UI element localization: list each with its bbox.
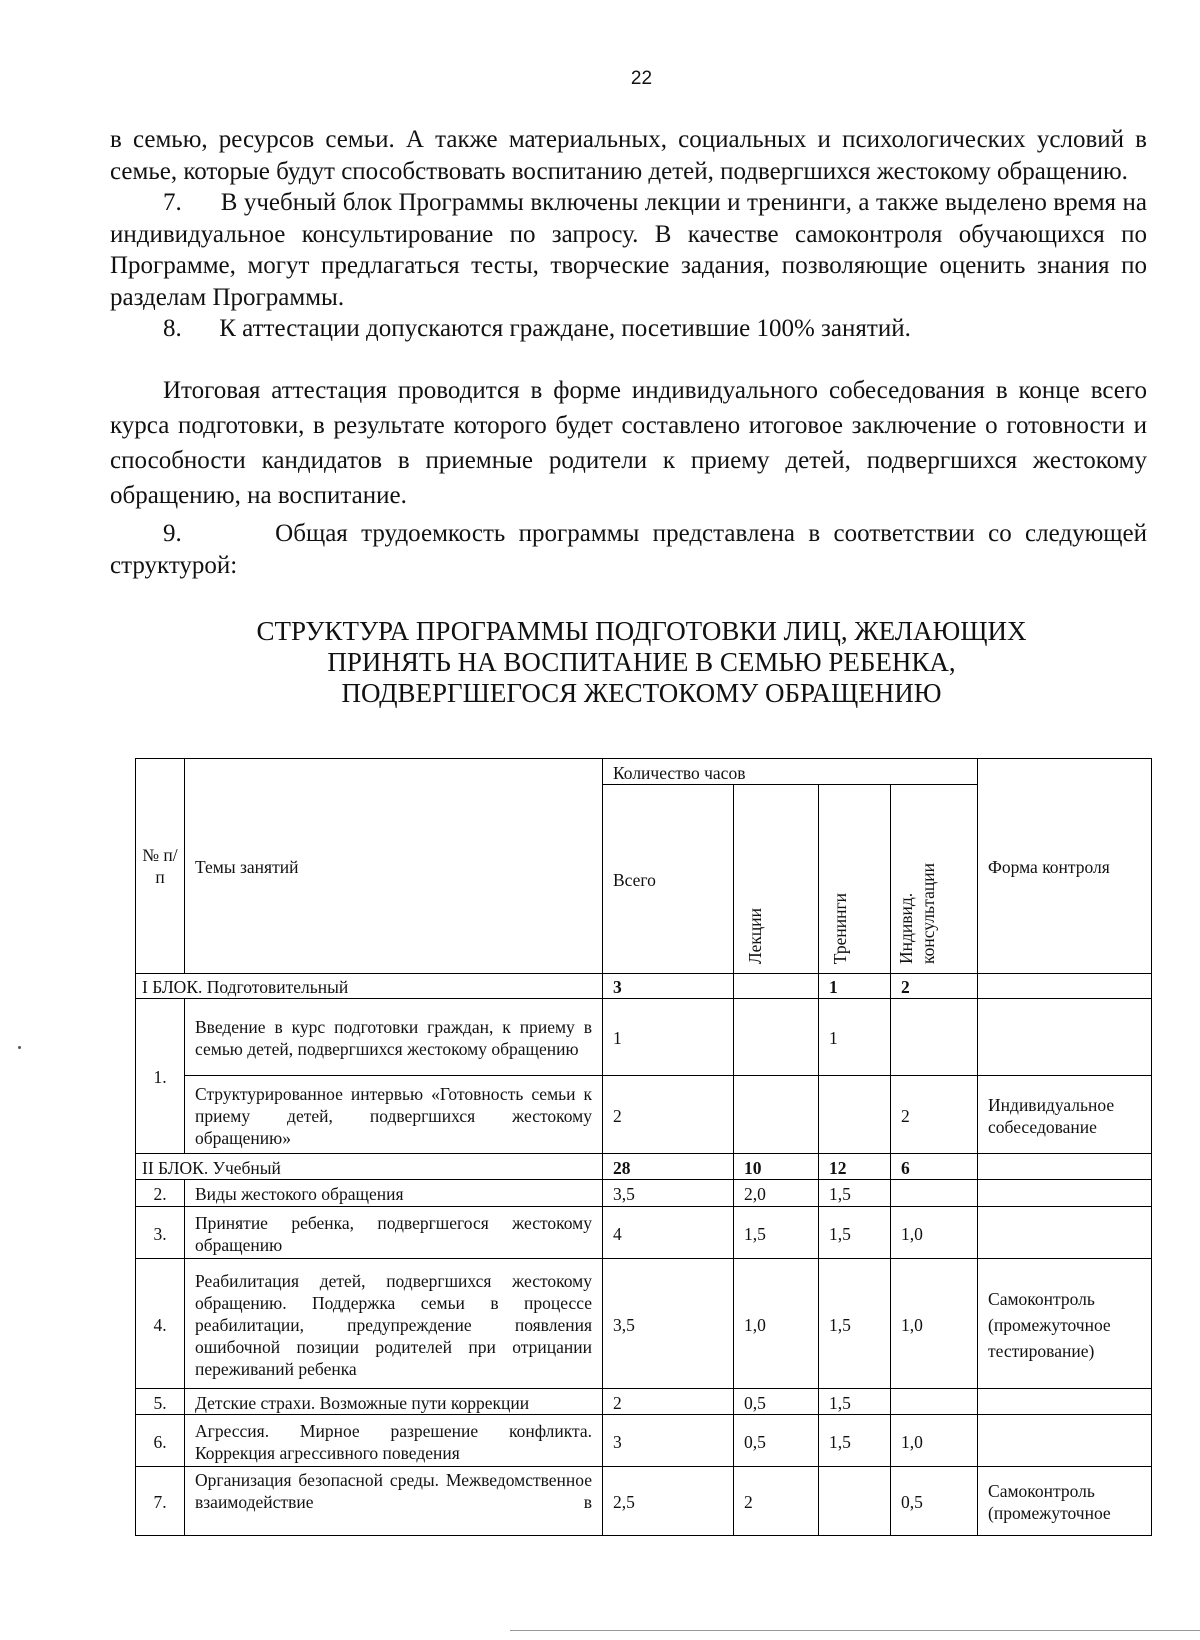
row-4-total: 3,5 <box>603 1259 734 1389</box>
row-4-topic: Реабилитация детей, подвергшихся жестокому обращению. Поддержка семьи в процессе реабилитации, предупреждение появления ошибочной позиции родителей при отрицании переживаний ребенка <box>185 1259 603 1389</box>
block-1-title: I БЛОК. Подготовительный <box>136 974 603 999</box>
row-1b-trainings <box>819 1076 891 1154</box>
table-row <box>136 1467 1152 1536</box>
header-num: № п/п <box>136 759 185 974</box>
row-3-num: 3. <box>136 1207 185 1259</box>
row-2-trainings: 1,5 <box>819 1180 891 1207</box>
row-3-lectures: 1,5 <box>734 1207 819 1259</box>
row-1b-control: Индивидуальное собеседование <box>978 1076 1152 1154</box>
bottom-rule <box>510 1630 1200 1631</box>
row-4-control: Самоконтроль (промежуточное тестирование) <box>978 1259 1152 1389</box>
row-5-topic: Детские страхи. Возможные пути коррекции <box>185 1389 603 1415</box>
header-topic: Темы занятий <box>185 759 603 974</box>
paragraph-9 <box>110 518 1147 581</box>
row-1a-lectures <box>734 999 819 1076</box>
row-6-trainings: 1,5 <box>819 1415 891 1467</box>
block-1-control <box>978 974 1152 999</box>
program-structure-table <box>135 758 1152 1536</box>
paragraph-7-text: В учебный блок Программы включены лекции и тренинги, а также выделено время на индивидуальное консультирование по запросу. В качестве самоконтроля обучающихся по Программе, могут предлагаться тесты, творческие задания, позволяющие оценить знания по разделам Программы. <box>110 189 1147 311</box>
row-6-num: 6. <box>136 1415 185 1467</box>
row-4-individual: 1,0 <box>891 1259 978 1389</box>
body-text-bottom <box>110 518 1147 581</box>
row-7-individual: 0,5 <box>891 1467 978 1536</box>
row-1a-total: 1 <box>603 999 734 1076</box>
row-1b-topic: Структурированное интервью «Готовность семьи к приему детей, подвергшихся жестокому обращению» <box>185 1076 603 1154</box>
table-row <box>136 1207 1152 1259</box>
block-2-total: 28 <box>603 1154 734 1180</box>
page-number: 22 <box>630 68 653 89</box>
block-1-trainings: 1 <box>819 974 891 999</box>
header-individual <box>891 785 978 974</box>
row-7-trainings <box>819 1467 891 1536</box>
paragraph-9-text: Общая трудоемкость программы представлена в соответствии со следующей структурой: <box>110 520 1147 579</box>
paragraph-attestation: Итоговая аттестация проводится в форме индивидуального собеседования в конце всего курса подготовки, в результате которого будет составлено итоговое заключение о готовности и способности кандидатов в приемные родители к приему детей, подвергшихся жестокому обращению, на воспитание. <box>110 377 1147 509</box>
paragraph-8 <box>110 313 1147 345</box>
heading-line-1: СТРУКТУРА ПРОГРАММЫ ПОДГОТОВКИ ЛИЦ, ЖЕЛАЮЩИХ <box>256 616 1027 646</box>
row-2-topic: Виды жестокого обращения <box>185 1180 603 1207</box>
row-7-num: 7. <box>136 1467 185 1536</box>
paragraph-7-number: 7. <box>163 189 182 216</box>
paragraph-7 <box>110 187 1147 313</box>
row-1a-trainings: 1 <box>819 999 891 1076</box>
row-1a-individual <box>891 999 978 1076</box>
row-7-lectures: 2 <box>734 1467 819 1536</box>
row-5-control <box>978 1389 1152 1415</box>
row-1a-control <box>978 999 1152 1076</box>
block-2-individual: 6 <box>891 1154 978 1180</box>
table-row-block-1 <box>136 974 1152 999</box>
row-7-control: Самоконтроль (промежуточное <box>978 1467 1152 1536</box>
block-1-individual: 2 <box>891 974 978 999</box>
row-1b-total: 2 <box>603 1076 734 1154</box>
table-row <box>136 1180 1152 1207</box>
heading-line-3: ПОДВЕРГШЕГОСЯ ЖЕСТОКОМУ ОБРАЩЕНИЮ <box>341 678 942 708</box>
table-header-row <box>136 759 1152 785</box>
section-heading <box>0 616 1200 709</box>
row-3-individual: 1,0 <box>891 1207 978 1259</box>
block-2-trainings: 12 <box>819 1154 891 1180</box>
row-5-trainings: 1,5 <box>819 1389 891 1415</box>
row-4-num: 4. <box>136 1259 185 1389</box>
block-2-lectures: 10 <box>734 1154 819 1180</box>
row-4-lectures: 1,0 <box>734 1259 819 1389</box>
row-1a-topic: Введение в курс подготовки граждан, к приему в семью детей, подвергшихся жестокому обращению <box>185 999 603 1076</box>
row-2-individual <box>891 1180 978 1207</box>
table-row <box>136 999 1152 1076</box>
paragraph-8-text: К аттестации допускаются граждане, посетившие 100% занятий. <box>219 315 911 342</box>
heading-line-2: ПРИНЯТЬ НА ВОСПИТАНИЕ В СЕМЬЮ РЕБЕНКА, <box>327 647 956 677</box>
block-2-control <box>978 1154 1152 1180</box>
header-trainings <box>819 785 891 974</box>
scan-speck <box>18 1046 21 1049</box>
row-7-total: 2,5 <box>603 1467 734 1536</box>
row-5-individual <box>891 1389 978 1415</box>
header-lectures-label: Лекции <box>745 907 765 964</box>
row-6-individual: 1,0 <box>891 1415 978 1467</box>
body-text-top <box>110 124 1147 345</box>
row-1b-lectures <box>734 1076 819 1154</box>
row-7-topic: Организация безопасной среды. Межведомственное взаимодействие в <box>185 1467 603 1536</box>
table-row <box>136 1389 1152 1415</box>
header-control: Форма контроля <box>978 759 1152 974</box>
row-6-total: 3 <box>603 1415 734 1467</box>
block-1-total: 3 <box>603 974 734 999</box>
table-row <box>136 1076 1152 1154</box>
row-5-lectures: 0,5 <box>734 1389 819 1415</box>
row-5-total: 2 <box>603 1389 734 1415</box>
row-3-topic: Принятие ребенка, подвергшегося жестокому обращению <box>185 1207 603 1259</box>
row-2-control <box>978 1180 1152 1207</box>
header-trainings-label: Тренинги <box>830 892 850 964</box>
header-lectures <box>734 785 819 974</box>
row-5-num: 5. <box>136 1389 185 1415</box>
table-row <box>136 1259 1152 1389</box>
table-row-block-2 <box>136 1154 1152 1180</box>
header-total: Всего <box>603 785 734 974</box>
header-individual-label: Индивид. консультации <box>896 862 938 964</box>
row-1b-individual: 2 <box>891 1076 978 1154</box>
row-2-lectures: 2,0 <box>734 1180 819 1207</box>
row-2-total: 3,5 <box>603 1180 734 1207</box>
paragraph-8-number: 8. <box>163 315 182 342</box>
paragraph-intro: в семью, ресурсов семьи. А также материальных, социальных и психологических условий в семье, которые будут способствовать воспитанию детей, подвергшихся жестокому обращению. <box>110 126 1147 185</box>
row-6-lectures: 0,5 <box>734 1415 819 1467</box>
row-6-topic: Агрессия. Мирное разрешение конфликта. Коррекция агрессивного поведения <box>185 1415 603 1467</box>
row-6-control <box>978 1415 1152 1467</box>
table-row <box>136 1415 1152 1467</box>
block-1-lectures <box>734 974 819 999</box>
row-3-trainings: 1,5 <box>819 1207 891 1259</box>
row-1-num: 1. <box>136 999 185 1154</box>
block-2-title: II БЛОК. Учебный <box>136 1154 603 1180</box>
paragraph-9-number: 9. <box>163 520 182 547</box>
row-3-control <box>978 1207 1152 1259</box>
row-3-total: 4 <box>603 1207 734 1259</box>
header-hours: Количество часов <box>603 759 978 785</box>
body-text-attestation <box>110 373 1147 513</box>
row-2-num: 2. <box>136 1180 185 1207</box>
row-4-trainings: 1,5 <box>819 1259 891 1389</box>
